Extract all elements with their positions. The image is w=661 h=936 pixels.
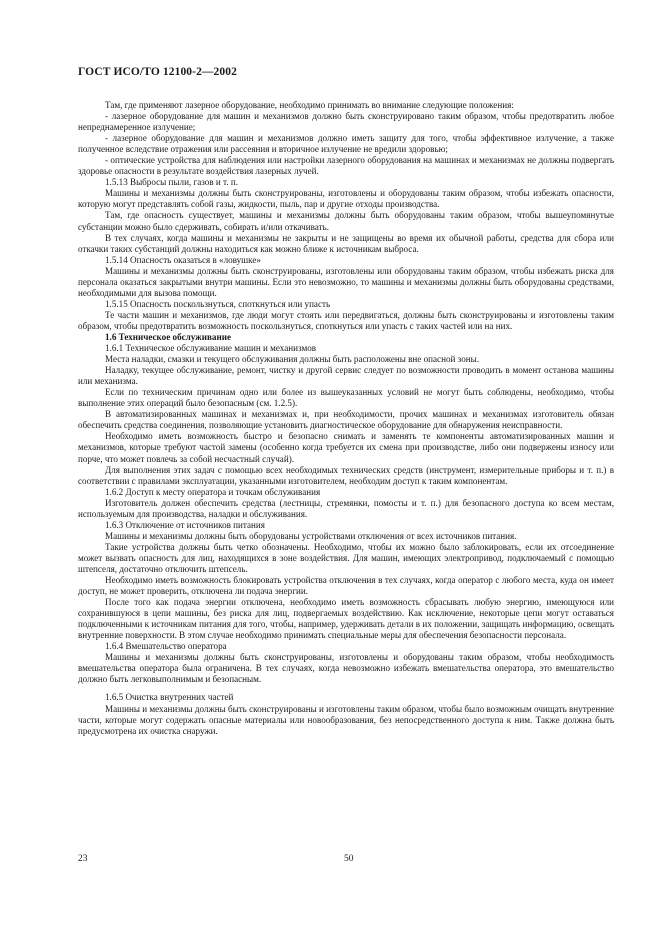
list-item: - лазерное оборудование для машин и механизмов должно иметь защиту для того, чтобы эффективное излучение, а также полученное вследствие отражения или рассеяния и вторичное излучение не вредили здоровью; — [78, 133, 614, 155]
paragraph: Машины и механизмы должны быть сконструированы, изготовлены и оборудованы таким образом, чтобы необходимость вмешательства оператора была ограничена. В тех случаях, когда невозможно избежать вмешательства оператора, это вмешательство должно быть легковыполнимым и безопасным. — [78, 652, 614, 685]
paragraph: Машины и механизмы должны быть сконструированы, изготовлены и оборудованы таким образом, чтобы избежать опасности, которую могут представлять собой газы, жидкости, пыль, пар и другие отходы производства. — [78, 188, 614, 210]
section-heading: 1.5.14 Опасность оказаться в «ловушке» — [105, 254, 261, 265]
paragraph: Машины и механизмы должны быть сконструированы, изготовлены или оборудованы таким образом, чтобы избежать риска для персонала оказаться закрытыми внутри машины. Если это невозможно, то машины и механизмы должны быть оборудованы средствами, необходимыми для вызова помощи. — [78, 265, 614, 298]
paragraph: Такие устройства должны быть четко обозначены. Необходимо, чтобы их можно было заблокировать, если их отсоединение может вызвать опасность для лиц, находящихся в зоне воздействия. Для машин, имеющих электропривод, подключаемый с помощью штепселя, достаточно отключить штепсель. — [78, 541, 614, 574]
paragraph: Машины и механизмы должны быть сконструированы и изготовлены таким образом, чтобы было возможным очищать внутренние части, которые могут содержать опасные материалы или новообразования, без непосредственного доступа к ним. Также должна быть предусмотрена их очистка снаружи. — [78, 703, 615, 736]
paragraph: В автоматизированных машинах и механизмах и, при необходимости, прочих машинах и механизмах изготовитель обязан обеспечить средства соединения, позволяющие установить диагностическое оборудование для обнаружения неисправности. — [78, 409, 614, 431]
paragraph: Наладку, текущее обслуживание, ремонт, чистку и другой сервис следует по возможности проводить в момент останова машины или механизма. — [78, 365, 614, 387]
section-heading: 1.6.3 Отключение от источников питания — [105, 519, 265, 530]
paragraph: Там, где опасность существует, машины и механизмы должны быть оборудованы таким образом, чтобы вышеупомянутые субстанции можно было сдерживать, собирать и/или откачивать. — [78, 210, 614, 232]
footer-left-number: 23 — [78, 854, 88, 864]
list-item: - оптические устройства для наблюдения или настройки лазерного оборудования на машинах и механизмах не должны подвергать здоровье опасности в результате воздействия лазерных лучей. — [78, 155, 614, 177]
paragraph: Необходимо иметь возможность блокировать устройства отключения в тех случаях, когда оператор с любого места, куда он имеет доступ, не может проверить, отключена ли подача энергии. — [78, 575, 614, 597]
paragraph: После того как подача энергии отключена, необходимо иметь возможность сбрасывать любую энергию, имеющуюся или сохранившуюся в цепи машины, без риска для лиц, подвергаемых воздействию. Как исключение, некоторые цепи могут оставаться подключенными к источникам питания для того, чтобы, например, удерживать детали в их положении, защищать информацию, освещать внутренние поверхности. В этом случае необходимо принимать специальные меры для обеспечения безопасности персонала. — [78, 597, 614, 641]
paragraph: Если по техническим причинам одно или более из вышеуказанных условий не могут быть соблюдены, необходимо, чтобы выполнение этих операций было безопасным (см. 1.2.5). — [78, 387, 614, 409]
list-item: - лазерное оборудование для машин и механизмов должно быть сконструировано таким образом, чтобы предотвратить любое непреднамеренное излучение; — [78, 111, 614, 133]
section-heading: 1.5.15 Опасность поскользнуться, споткнуться или упасть — [105, 298, 331, 309]
body-text — [78, 100, 614, 737]
document-header: ГОСТ ИСО/ТО 12100-2—2002 — [78, 66, 237, 78]
page-number: 50 — [344, 854, 354, 864]
paragraph: Необходимо иметь возможность быстро и безопасно снимать и заменять те компоненты автоматизированных машин и механизмов, которые требуют частой замены (особенно когда требуется их смена при производстве, либо они подвержены износу или порче, что может повлечь за собой несчастный случай). — [78, 431, 614, 464]
paragraph: Места наладки, смазки и текущего обслуживания должны быть расположены вне опасной зоны. — [105, 354, 479, 365]
section-heading: 1.5.13 Выбросы пыли, газов и т. п. — [105, 177, 239, 188]
chapter-heading: 1.6 Техническое обслуживание — [105, 331, 231, 342]
paragraph: Там, где применяют лазерное оборудование, необходимо принимать во внимание следующие положения: — [105, 100, 514, 110]
section-heading: 1.6.1 Техническое обслуживание машин и механизмов — [105, 343, 317, 354]
section-heading: 1.6.2 Доступ к месту оператора и точкам обслуживания — [105, 486, 321, 497]
paragraph: Для выполнения этих задач с помощью всех необходимых технических средств (инструмент, измерительные приборы и т. п.) в соответствии с правилами эксплуатации, указанными изготовителем, необходим доступ к таким компонентам. — [78, 464, 614, 486]
section-heading: 1.6.5 Очистка внутренних частей — [105, 692, 234, 703]
paragraph: В тех случаях, когда машины и механизмы не закрыты и не защищены во время их обычной работы, средства для сбора или откачки таких субстанций должны находиться как можно ближе к источникам выброса. — [78, 232, 614, 254]
section-heading: 1.6.4 Вмешательство оператора — [105, 641, 227, 652]
paragraph: Те части машин и механизмов, где люди могут стоять или передвигаться, должны быть сконструированы и изготовлены таким образом, чтобы предотвратить возможность поскользнуться, споткнуться или упасть с таких частей или на них. — [78, 309, 614, 331]
paragraph: Изготовитель должен обеспечить средства (лестницы, стремянки, помосты и т. п.) для безопасного доступа ко всем местам, используемым для производства, наладки и обслуживания. — [78, 497, 614, 519]
paragraph: Машины и механизмы должны быть оборудованы устройствами отключения от всех источников питания. — [105, 530, 517, 541]
